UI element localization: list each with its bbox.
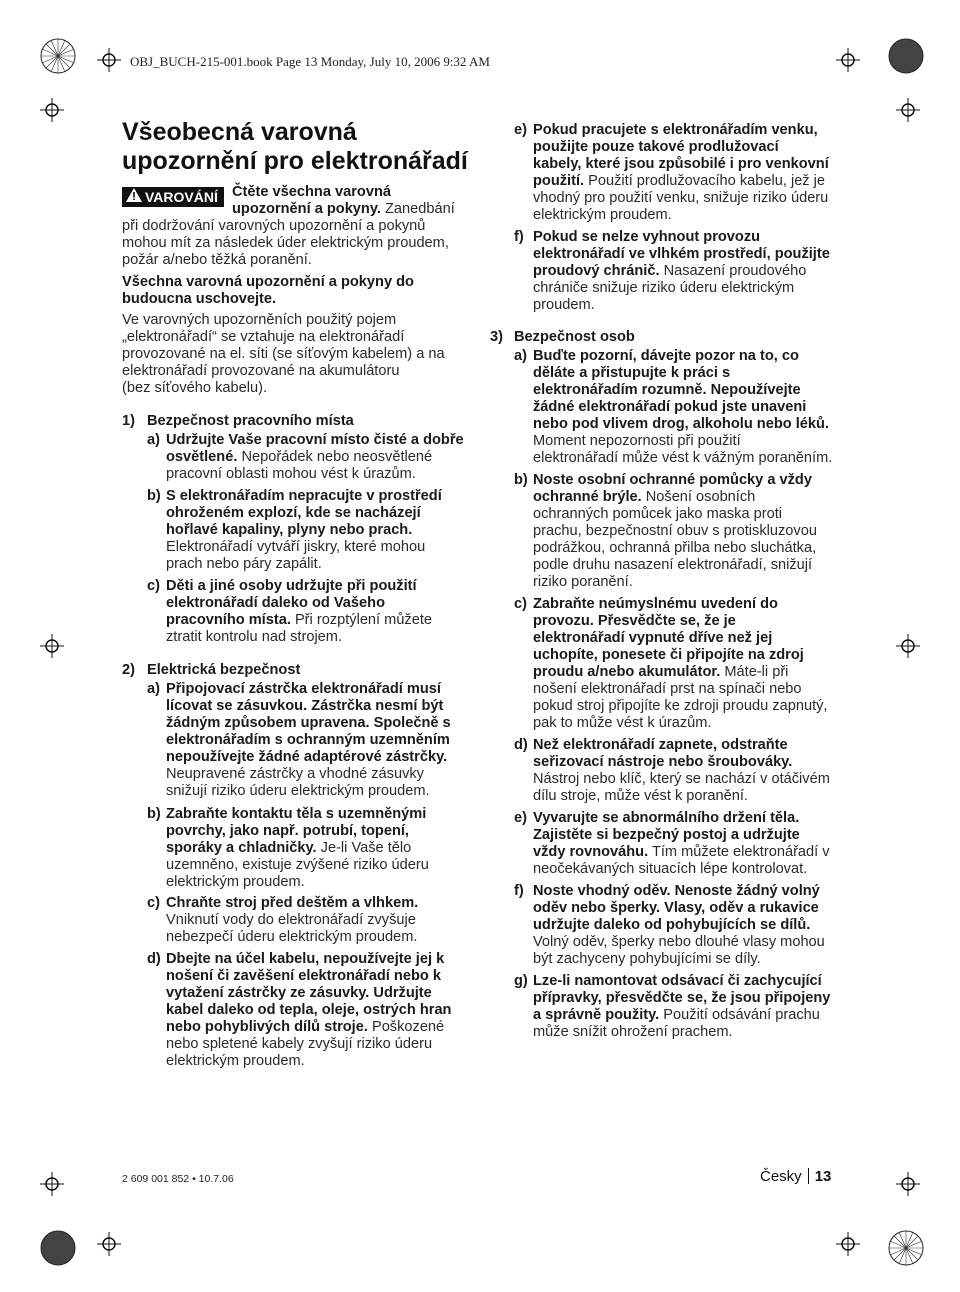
item-text-line: pracovního místa.: [166, 612, 291, 628]
section-1-item-c: [166, 578, 486, 646]
item-text-line: elektrickým proudem.: [166, 874, 305, 890]
item-text-line: proudem.: [533, 297, 595, 313]
item-text-line: seřizovací nástroje nebo šroubováky.: [533, 754, 793, 770]
warning-badge: [122, 187, 224, 207]
def-line-4: elektronářadí provozované na akumulátoru: [122, 363, 400, 379]
item-text-line: Máte-li při: [720, 664, 789, 680]
item-text-line: udržujte daleko od pohybujících se dílů.: [533, 917, 811, 933]
item-text-line: ohroženém explozí, kde se nacházejí: [166, 505, 421, 521]
warning-lead: [232, 184, 455, 218]
warning-text: [122, 218, 482, 269]
item-text-line: Buďte pozorní, dávejte pozor na to, co: [533, 348, 799, 364]
section-3-item-c: [533, 596, 853, 732]
keep-line-2: budoucna uschovejte.: [122, 291, 277, 307]
item-text-line: ztratit kontrolu nad strojem.: [166, 629, 343, 645]
crosshair-mark-icon: [97, 48, 121, 72]
section-3-item-g: [533, 973, 853, 1041]
section-2-number: 2): [122, 662, 135, 678]
item-letter: b): [147, 488, 161, 504]
section-1-item-b: [166, 488, 486, 573]
item-text-line: Vyvarujte se abnormálního držení těla.: [533, 810, 800, 826]
keep-line-1: Všechna varovná upozornění a pokyny do: [122, 274, 414, 290]
item-letter: a): [514, 348, 527, 364]
page-number: 13: [814, 1168, 832, 1185]
item-text-line: elektronářadí může vést k vážným poraněním.: [533, 450, 833, 466]
def-line-1: Ve varovných upozorněních použitý pojem: [122, 312, 397, 328]
item-text-line: Děti a jiné osoby udržujte při použití: [166, 578, 417, 594]
item-letter: g): [514, 973, 528, 989]
item-letter: b): [147, 806, 161, 822]
registration-rosette-icon: [888, 1230, 924, 1266]
item-text-line: proudový chránič.: [533, 263, 660, 279]
crosshair-mark-icon: [40, 98, 64, 122]
item-text-line: Nástroj nebo klíč, který se nachází v otáčivém: [533, 771, 830, 787]
item-text-line: povrchy, jako např. potrubí, topení,: [166, 823, 409, 839]
section-3-title: Bezpečnost osob: [514, 329, 635, 345]
item-text-line: Moment nepozornosti při použití: [533, 433, 741, 449]
item-text-line: kabel daleko od tepla, oleje, ostrých hran: [166, 1002, 452, 1018]
item-text-line: riziko poranění.: [533, 574, 633, 590]
section-2-item-e: [533, 122, 853, 224]
item-text-line: vždy rovnováhu.: [533, 844, 649, 860]
item-text-line: použijte pouze takové prodlužovací: [533, 139, 779, 155]
item-text-line: Elektronářadí vytváří jiskry, které mohou: [166, 539, 426, 555]
item-text-line: Zabraňte kontaktu těla s uzemněnými: [166, 806, 427, 822]
warning-bold-line-2: upozornění a pokyny.: [232, 201, 381, 217]
def-line-2: „elektronářadí“ se vztahuje na elektronářadí: [122, 329, 405, 345]
item-text-line: Připojovací zástrčka elektronářadí musí: [166, 681, 441, 697]
item-text-line: přípravky, přesvědčte se, že jsou připojeny: [533, 990, 831, 1006]
item-text-line: Noste vhodný oděv. Nenoste žádný volný: [533, 883, 820, 899]
item-text-line: prachu, bezpečnostní obuv s protiskluzovou: [533, 523, 817, 539]
item-text-line: pracovní oblasti mohou vést k úrazům.: [166, 466, 416, 482]
item-text-line: elektrickým proudem.: [166, 1053, 305, 1069]
section-3-item-d: [533, 737, 853, 805]
item-text-line: Tím můžete elektronářadí v: [648, 844, 830, 860]
item-text-line: žádné elektronářadí pokud jste unaveni: [533, 399, 807, 415]
item-text-line: žádným způsobem upravena. Společně s: [166, 715, 451, 731]
item-letter: e): [514, 122, 527, 138]
section-2-title: Elektrická bezpečnost: [147, 662, 301, 678]
item-text-line: lícovat se zásuvkou. Zástrčka nesmí být: [166, 698, 444, 714]
item-letter: d): [514, 737, 528, 753]
item-text-line: pak to může vést k úrazům.: [533, 715, 712, 731]
item-text-line: prach nebo páry zapálit.: [166, 556, 322, 572]
item-text-line: Nepořádek nebo neosvětlené: [237, 449, 433, 465]
item-text-line: Udržujte Vaše pracovní místo čisté a dobře: [166, 432, 464, 448]
warning-badge-label: VAROVÁNÍ: [145, 189, 218, 205]
crosshair-mark-icon: [896, 634, 920, 658]
document-code: 2 609 001 852 • 10.7.06: [122, 1173, 234, 1185]
warning-bold-line-1: Čtěte všechna varovná: [232, 184, 391, 200]
def-line-3: provozované na el. síti (se síťovým kabelem) a na: [122, 346, 445, 362]
item-letter: a): [147, 681, 160, 697]
item-letter: a): [147, 432, 160, 448]
item-text-line: uzemněno, existuje zvýšené riziko úderu: [166, 857, 429, 873]
crosshair-mark-icon: [97, 1232, 121, 1256]
item-text-line: Zabraňte neúmyslnému uvedení do: [533, 596, 778, 612]
warning-text-1: Zanedbání: [380, 201, 455, 217]
item-text-line: elektronářadím rozumně. Nepoužívejte: [533, 382, 801, 398]
title-line-2: upozornění pro elektronářadí: [122, 147, 468, 175]
item-text-line: snižují riziko úderu elektrickým proudem.: [166, 783, 430, 799]
item-text-line: osvětlené.: [166, 449, 238, 465]
item-text-line: a správně použity.: [533, 1007, 660, 1023]
item-text-line: děláte a přistupujte k práci s: [533, 365, 731, 381]
section-1-number: 1): [122, 413, 135, 429]
warning-text-2: při dodržování varovných upozornění a pokynů: [122, 218, 426, 234]
print-header: OBJ_BUCH-215-001.book Page 13 Monday, July 10, 2006 9:32 AM: [130, 54, 490, 69]
language-label: Česky: [760, 1168, 802, 1185]
item-text-line: elektronářadí vypnuté dříve než jej: [533, 630, 773, 646]
item-letter: d): [147, 951, 161, 967]
warning-triangle-icon: [126, 187, 142, 207]
item-text-line: dílu stroje, může vést k poranění.: [533, 788, 748, 804]
def-line-5: (bez síťového kabelu).: [122, 380, 268, 396]
item-text-line: Chraňte stroj před deštěm a vlhkem.: [166, 895, 419, 911]
section-2-item-a: [166, 681, 486, 800]
crosshair-mark-icon: [40, 634, 64, 658]
item-text-line: Neupravené zástrčky a vhodné zásuvky: [166, 766, 424, 782]
item-text-line: Lze-li namontovat odsávací či zachycující: [533, 973, 822, 989]
item-text-line: nebezpečí úderu elektrickým proudem.: [166, 929, 418, 945]
item-text-line: neočekávaných situacích lépe kontrolovat.: [533, 861, 808, 877]
item-text-line: Noste osobní ochranné pomůcky a vždy: [533, 472, 812, 488]
item-text-line: Pokud se nelze vyhnout provozu: [533, 229, 761, 245]
item-text-line: kabely, které jsou způsobilé i pro venkovní: [533, 156, 829, 172]
section-2-item-c: [166, 895, 486, 946]
item-letter: c): [147, 895, 160, 911]
item-text-line: S elektronářadím nepracujte v prostředí: [166, 488, 442, 504]
item-text-line: Volný oděv, šperky nebo dlouhé vlasy mohou: [533, 934, 825, 950]
crosshair-mark-icon: [836, 1232, 860, 1256]
item-text-line: Zajistěte si bezpečný postoj a udržujte: [533, 827, 800, 843]
item-text-line: být zachyceny pohybujícími se díly.: [533, 951, 761, 967]
warning-text-3: mohou mít za následek úder elektrickým proudem,: [122, 235, 449, 251]
item-text-line: pokud stroj připojíte ke zdroji proudu zapnutý,: [533, 698, 828, 714]
title-line-1: Všeobecná varovná: [122, 118, 357, 146]
footer-divider: [808, 1168, 809, 1184]
item-text-line: elektronářadí daleko od Vašeho: [166, 595, 385, 611]
section-3-item-b: [533, 472, 853, 591]
section-3-item-f: [533, 883, 853, 968]
item-text-line: nebo pod vlivem drog, alkoholu nebo léků.: [533, 416, 829, 432]
item-text-line: ochranné brýle.: [533, 489, 642, 505]
item-text-line: vhodný pro použití venku, snižuje riziko úderu: [533, 190, 829, 206]
item-text-line: Poškozené: [367, 1019, 445, 1035]
registration-rosette-icon: [888, 38, 924, 74]
item-text-line: Použití odsávání prachu: [659, 1007, 820, 1023]
item-text-line: uchopíte, ponesete či připojíte na zdroj: [533, 647, 804, 663]
section-2-item-d: [166, 951, 486, 1070]
crosshair-mark-icon: [836, 48, 860, 72]
page-title: [122, 118, 482, 176]
section-3-item-e: [533, 810, 853, 878]
item-text-line: chrániče snižuje riziko úderu elektrickým: [533, 280, 795, 296]
item-text-line: nošení elektronářadí prst na spínači nebo: [533, 681, 802, 697]
item-text-line: Pokud pracujete s elektronářadím venku,: [533, 122, 818, 138]
item-text-line: nošení či zavěšení elektronářadí nebo k: [166, 968, 441, 984]
crosshair-mark-icon: [896, 98, 920, 122]
item-text-line: může snížit ohrožení prachem.: [533, 1024, 733, 1040]
section-3-item-a: [533, 348, 853, 467]
item-text-line: nebo pohyblivých dílů stroje.: [166, 1019, 368, 1035]
item-text-line: sporáky a chladničky.: [166, 840, 317, 856]
section-1-title: Bezpečnost pracovního místa: [147, 413, 354, 429]
item-text-line: oděv nebo šperky. Vlasy, oděv a rukavice: [533, 900, 819, 916]
item-text-line: Nošení osobních: [641, 489, 756, 505]
item-text-line: nepoužívejte žádné adaptérové zástrčky.: [166, 749, 448, 765]
item-text-line: Nasazení proudového: [659, 263, 807, 279]
registration-rosette-icon: [40, 1230, 76, 1266]
item-letter: e): [514, 810, 527, 826]
crosshair-mark-icon: [40, 1172, 64, 1196]
item-text-line: elektrickým proudem.: [533, 207, 672, 223]
item-text-line: elektronářadím s ochranným uzemněním: [166, 732, 450, 748]
item-text-line: Je-li Vaše tělo: [316, 840, 412, 856]
item-text-line: podle druhu nasazení elektronářadí, snižují: [533, 557, 813, 573]
item-text-line: Při rozptýlení můžete: [290, 612, 433, 628]
item-text-line: podrážkou, ochranná přilba nebo sluchátka,: [533, 540, 817, 556]
item-text-line: proudu a/nebo akumulátor.: [533, 664, 721, 680]
section-1-item-a: [166, 432, 486, 483]
definition-paragraph: [122, 312, 445, 397]
section-2-item-b: [166, 806, 486, 891]
item-letter: c): [147, 578, 160, 594]
item-letter: c): [514, 596, 527, 612]
section-2-item-f: [533, 229, 853, 314]
item-letter: f): [514, 883, 524, 899]
item-text-line: vytažení zástrčky ze zásuvky. Udržujte: [166, 985, 432, 1001]
item-text-line: použití.: [533, 173, 585, 189]
item-text-line: Než elektronářadí zapnete, odstraňte: [533, 737, 788, 753]
item-letter: f): [514, 229, 524, 245]
item-text-line: hořlavé kapaliny, plyny nebo prach.: [166, 522, 413, 538]
item-text-line: provozu. Přesvědčte se, že je: [533, 613, 736, 629]
item-letter: b): [514, 472, 528, 488]
item-text-line: Použití prodlužovacího kabelu, jež je: [584, 173, 826, 189]
item-text-line: Vniknutí vody do elektronářadí zvyšuje: [166, 912, 416, 928]
warning-text-4: požár a/nebo těžká poranění.: [122, 252, 312, 268]
keep-instructions: [122, 274, 414, 308]
registration-rosette-icon: [40, 38, 76, 74]
section-3-number: 3): [490, 329, 503, 345]
item-text-line: ochranných pomůcek jako maska proti: [533, 506, 783, 522]
page-footer: [760, 1168, 831, 1185]
crosshair-mark-icon: [896, 1172, 920, 1196]
item-text-line: Dbejte na účel kabelu, nepoužívejte jej k: [166, 951, 445, 967]
item-text-line: elektronářadí ve vlhkém prostředí, použijte: [533, 246, 830, 262]
item-text-line: nebo spletené kabely zvyšují riziko úderu: [166, 1036, 433, 1052]
